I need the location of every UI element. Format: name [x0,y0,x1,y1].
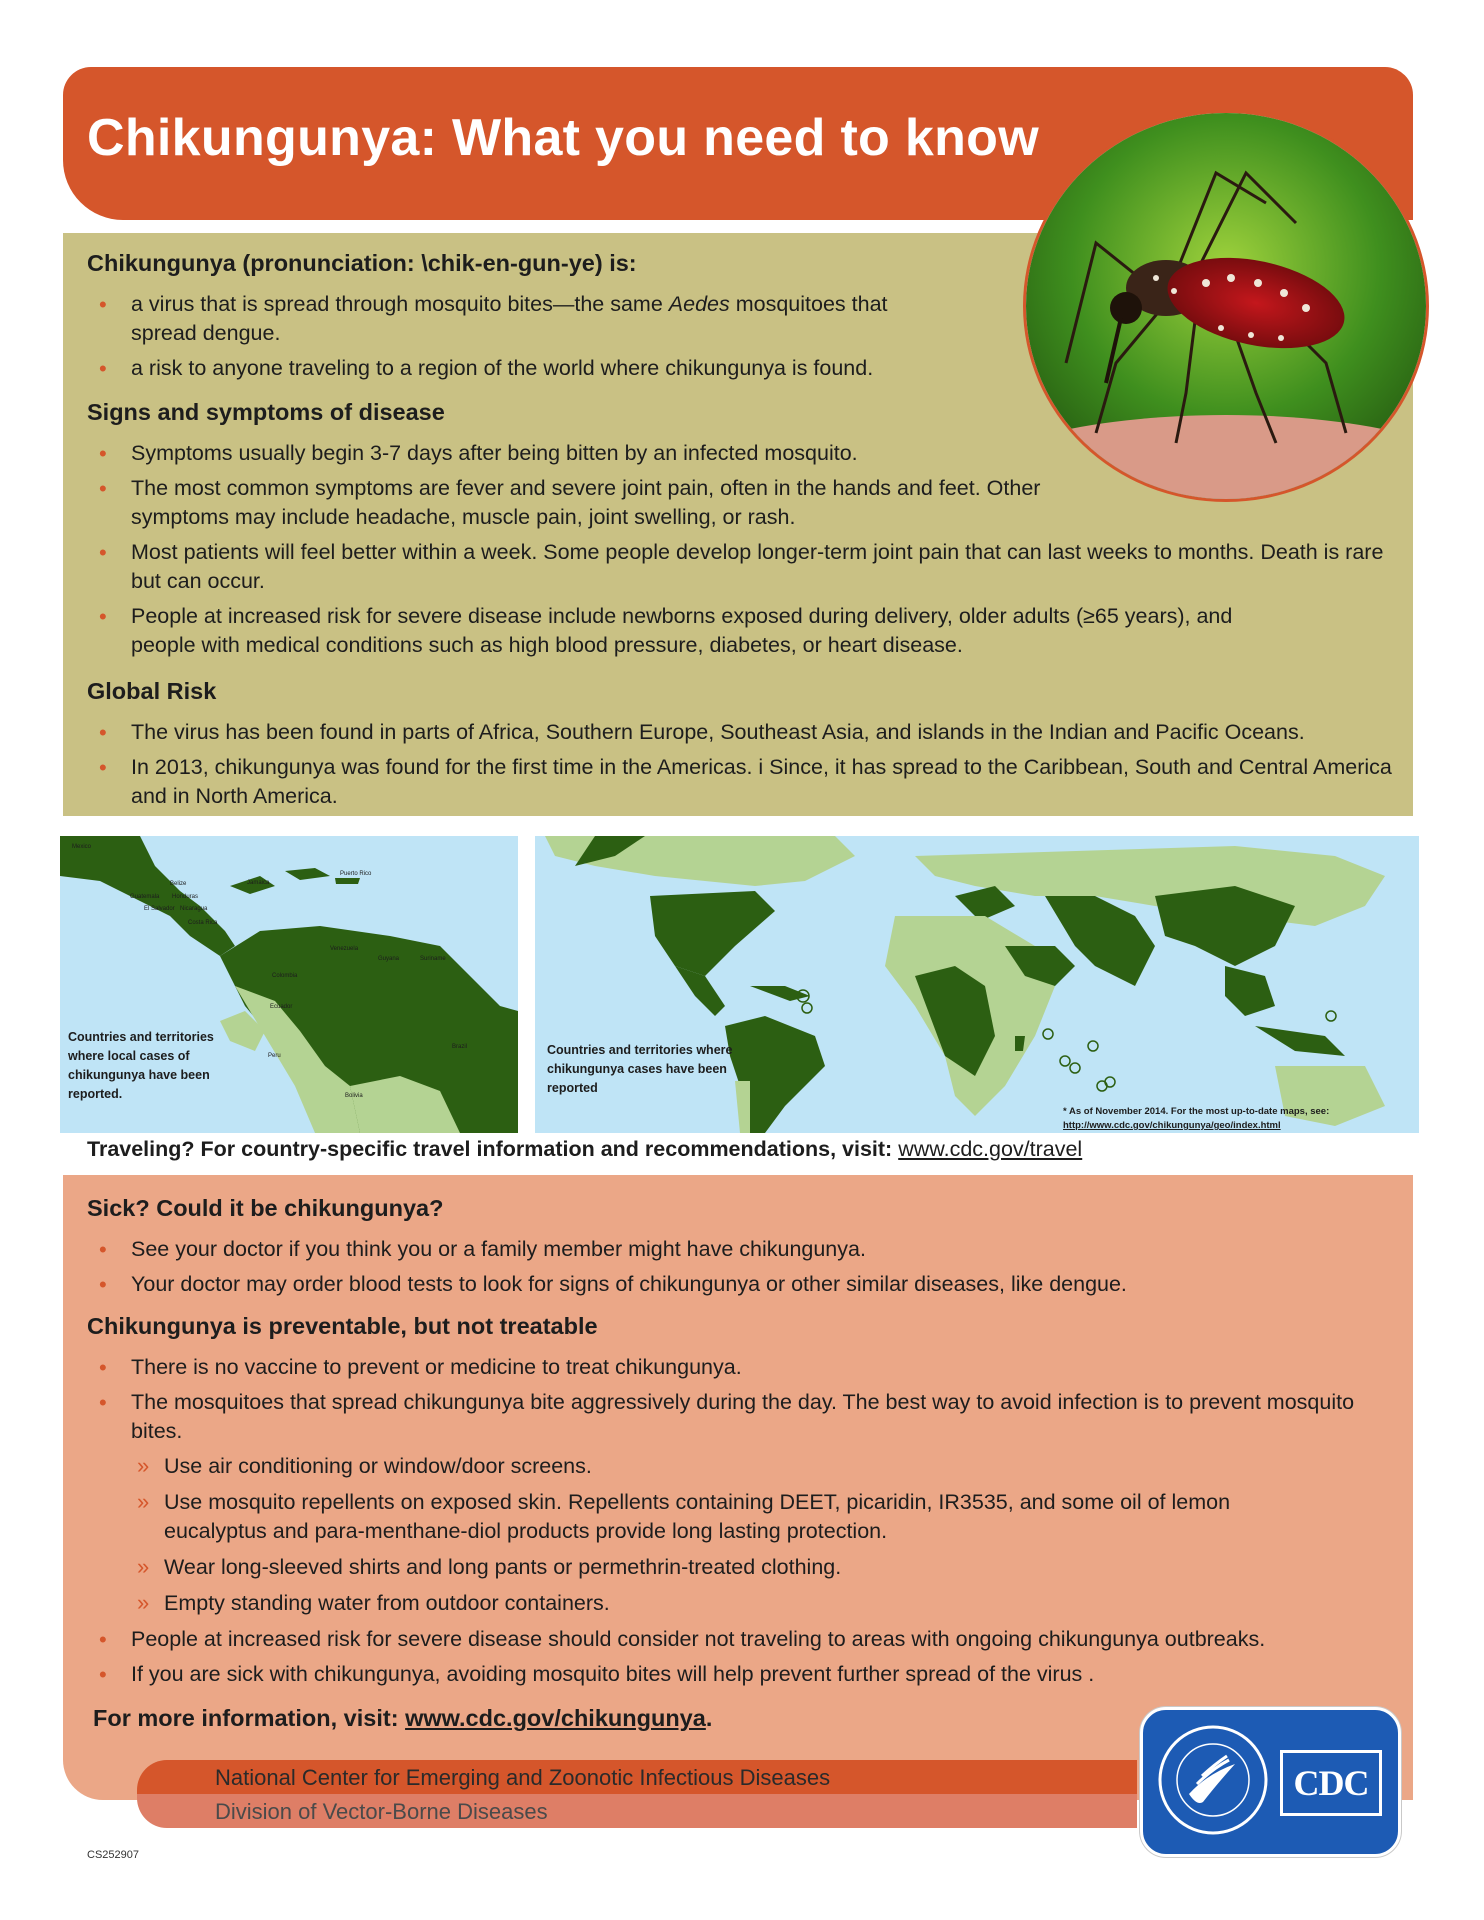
map-right-caption: Countries and territories where chikungunya cases have been reported [547,1043,733,1095]
list-item: • a risk to anyone traveling to a region of the world where chikungunya is found. [87,354,947,383]
map-americas [60,836,518,1133]
footer-center-name: National Center for Emerging and Zoonotic Infectious Diseases [215,1765,831,1790]
more-info-link[interactable]: www.cdc.gov/chikungunya [405,1705,706,1731]
signs-list [87,439,1384,666]
map-label: Suriname [420,956,446,962]
map-label: Costa Rica [188,920,218,926]
map-note-link[interactable]: http://www.cdc.gov/chikungunya/geo/index.html [1063,1120,1281,1131]
sick-list [87,1235,1392,1305]
global-heading: Global Risk [87,678,217,704]
list-item: • a virus that is spread through mosquito bites—the same Aedes mosquitoes that spread dengue. [87,290,947,348]
map-left-caption: Countries and territories where local cases of chikungunya have been reported. [68,1030,214,1101]
sub-item: » Empty standing water from outdoor containers. [131,1589,1357,1618]
list-item: • The mosquitoes that spread chikungunya bite aggressively during the day. The best way to avoid infection is to prevent mosquito bites. » Use air conditioning or window/door screens. » Use mosquito repellents on exposed skin. Repellents containing DEET, picaridin, IR3535, and some oil of lemon eucalyptus and para-menthane-diol products provide long lasting protection. » Wear long-sleeved shirts and long pants or permethrin-treated clothing. » Empty standing water from outdoor containers. [87,1388,1357,1618]
map-note: * As of November 2014. For the most up-to-date maps, see: [1063,1106,1330,1117]
prevent-sublist [131,1452,1357,1618]
map-label: Brazil [452,1044,468,1050]
map-label: Honduras [172,894,199,900]
list-item: • The most common symptoms are fever and severe joint pain, often in the hands and feet. Other symptoms may include headache, muscle pain, joint swelling, or rash. [87,474,1141,532]
sub-item: » Use mosquito repellents on exposed skin. Repellents containing DEET, picaridin, IR3535, and some oil of lemon eucalyptus and para-menthane-diol products provide long lasting protection. [131,1488,1304,1546]
map-label: Colombia [272,973,298,979]
travel-info: Traveling? For country-specific travel information and recommendations, visit: www.cdc.gov/travel [87,1137,1083,1161]
intro-heading: Chikungunya (pronunciation: \chik-en-gun-ye) is: [87,250,637,276]
map-label: Puerto Rico [340,871,372,877]
map-label: Jamaica [247,880,270,886]
map-label: El Salvador [144,906,175,912]
list-item: • See your doctor if you think you or a family member might have chikungunya. [87,1235,1392,1264]
cdc-logo: CDC [1280,1750,1382,1816]
map-label: Venezuela [330,946,359,952]
list-item: • People at increased risk for severe disease should consider not traveling to areas with ongoing chikungunya outbreaks. [87,1625,1357,1654]
list-item: • If you are sick with chikungunya, avoiding mosquito bites will help prevent further spread of the virus . [87,1660,1357,1689]
list-item: • There is no vaccine to prevent or medicine to treat chikungunya. [87,1353,1357,1382]
map-label: Guyana [378,956,400,962]
sub-item: » Wear long-sleeved shirts and long pants or permethrin-treated clothing. [131,1553,1357,1582]
page-title: Chikungunya: What you need to know [87,109,1039,167]
prevent-list [87,1353,1357,1695]
map-world [535,836,1419,1133]
prevent-heading: Chikungunya is preventable, but not treatable [87,1313,598,1339]
footer-division-name: Division of Vector-Borne Diseases [215,1799,548,1824]
hhs-seal-icon [1157,1724,1269,1836]
map-label: Guatemala [130,894,160,900]
intro-list [87,290,947,389]
map-label: Ecuador [270,1004,293,1010]
list-item: • People at increased risk for severe disease include newborns exposed during delivery, older adults (≥65 years), and people with medical conditions such as high blood pressure, diabetes, or heart disease. [87,602,1261,660]
list-item: • Most patients will feel better within a week. Some people develop longer-term joint pain that can last weeks to months. Death is rare but can occur. [87,538,1401,596]
more-info: For more information, visit: www.cdc.gov/chikungunya. [93,1705,713,1731]
list-item: • The virus has been found in parts of Africa, Southern Europe, Southeast Asia, and islands in the Indian and Pacific Oceans. [87,718,1392,747]
list-item: • In 2013, chikungunya was found for the first time in the Americas. i Since, it has spread to the Caribbean, South and Central America and in North America. [87,753,1392,811]
map-label: Nicaragua [180,906,208,912]
document-code: CS252907 [87,1849,139,1861]
list-item: • Symptoms usually begin 3-7 days after being bitten by an infected mosquito. [87,439,1087,468]
global-list [87,718,1392,817]
sick-heading: Sick? Could it be chikungunya? [87,1195,444,1221]
map-label: Belize [170,881,187,887]
map-label: Bolivia [345,1093,363,1099]
signs-heading: Signs and symptoms of disease [87,399,445,425]
map-label: Mexico [72,844,92,850]
travel-link[interactable]: www.cdc.gov/travel [898,1137,1083,1161]
list-item: • Your doctor may order blood tests to look for signs of chikungunya or other similar diseases, like dengue. [87,1270,1392,1299]
map-label: Peru [268,1053,281,1059]
sub-item: » Use air conditioning or window/door screens. [131,1452,1357,1481]
